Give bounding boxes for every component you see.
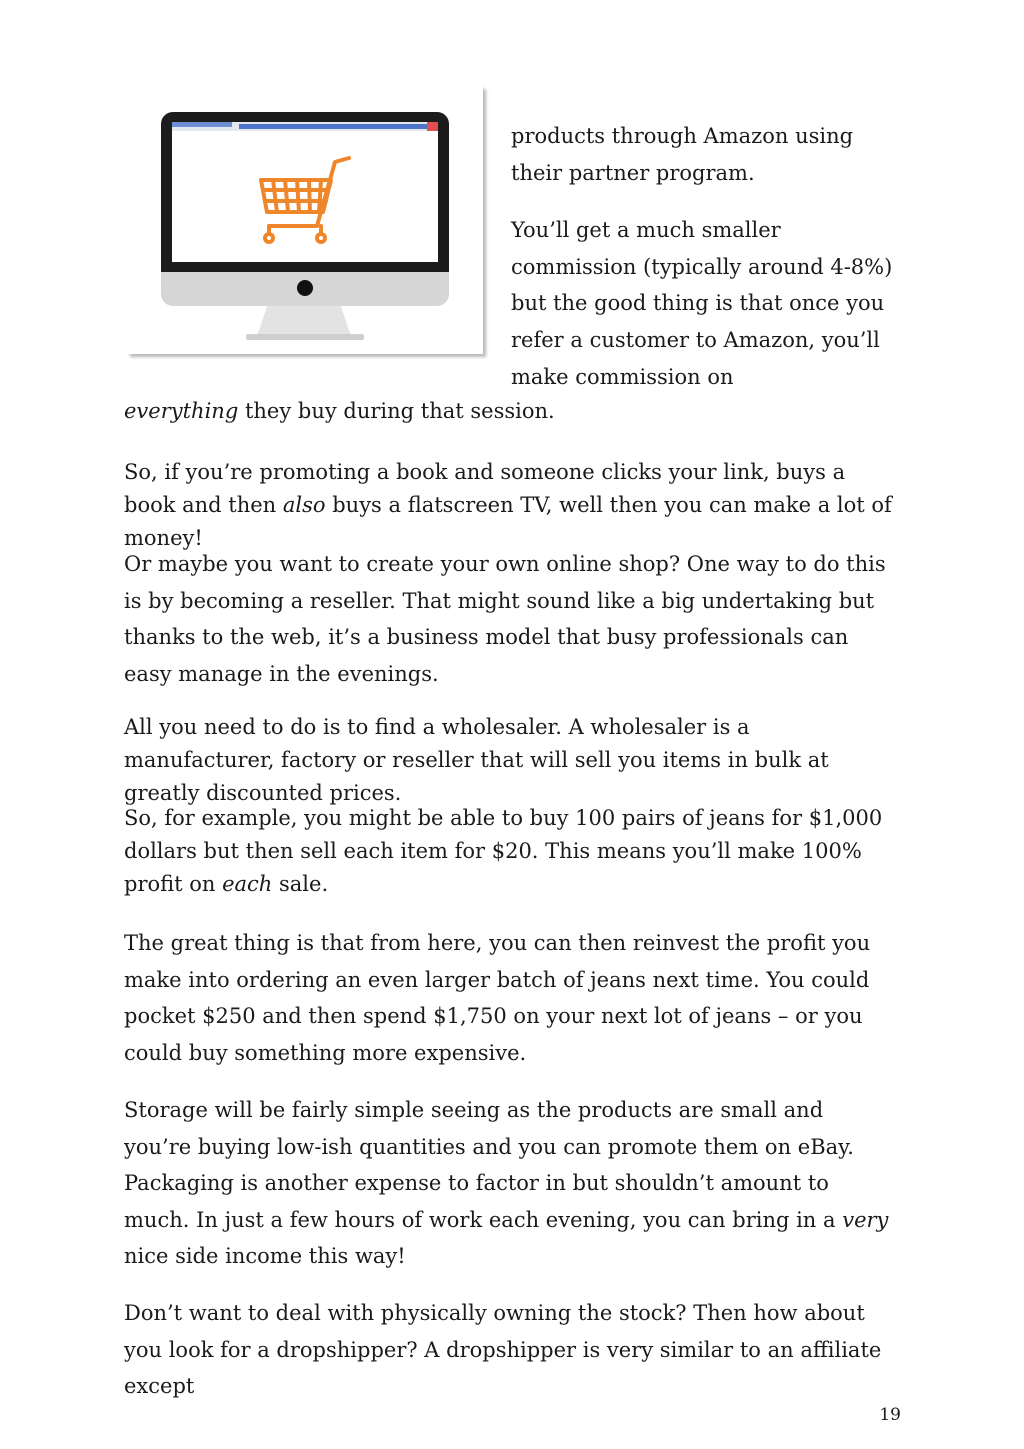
- emphasis: everything: [124, 399, 239, 423]
- paragraph: [124, 1092, 894, 1275]
- paragraph: Don’t want to deal with physically owning the stock? Then how about you look for a dropshipper? A dropshipper is very similar to an affiliate except: [124, 1301, 882, 1398]
- text-run: nice side income this way!: [124, 1244, 406, 1268]
- emphasis: also: [282, 493, 326, 517]
- paragraph: [124, 456, 894, 555]
- emphasis: very: [842, 1207, 889, 1232]
- paragraph: [124, 395, 894, 428]
- shopping-cart-icon: [127, 86, 483, 354]
- text-run: they buy during that session.: [238, 399, 555, 423]
- text-run: So, for example, you might be able to buy 100 pairs of jeans for $1,000 dollars but then sell each item for $20. This means you’ll make 100% profit on: [124, 806, 883, 896]
- page-number: 19: [879, 1405, 901, 1425]
- paragraph: The great thing is that from here, you can then reinvest the profit you make into ordering an even larger batch of jeans next time. You could pocket $250 and then spend $1,750 on your next lot of jeans – or you could buy something more expensive.: [124, 931, 871, 1065]
- side-column: [511, 118, 901, 416]
- text-run: So, if you’re promoting a book and someone clicks your link, buys a book and then: [124, 460, 846, 517]
- monitor-cart-illustration: [127, 86, 483, 354]
- paragraph: products through Amazon using their partner program.: [511, 124, 854, 185]
- paragraph: [124, 802, 894, 901]
- paragraph: You’ll get a much smaller commission (typically around 4-8%) but the good thing is that once you refer a customer to Amazon, you’ll make commission on: [511, 218, 893, 389]
- text-run: buys a flatscreen TV, well then you can make a lot of money!: [124, 493, 892, 550]
- paragraph: All you need to do is to find a wholesaler. A wholesaler is a manufacturer, factory or reseller that will sell you items in bulk at greatly discounted prices.: [124, 715, 829, 805]
- text-run: Storage will be fairly simple seeing as the products are small and you’re buying low-ish quantities and you can promote them on eBay. Packaging is another expense to factor in but shouldn’t amount to much. In just a few hours of work each evening, you can bring in a: [124, 1098, 854, 1232]
- paragraph: Or maybe you want to create your own online shop? One way to do this is by becoming a reseller. That might sound like a big undertaking but thanks to the web, it’s a business model that busy professionals can easy manage in the evenings.: [124, 552, 886, 686]
- emphasis: each: [222, 872, 273, 896]
- text-run: sale.: [272, 872, 329, 896]
